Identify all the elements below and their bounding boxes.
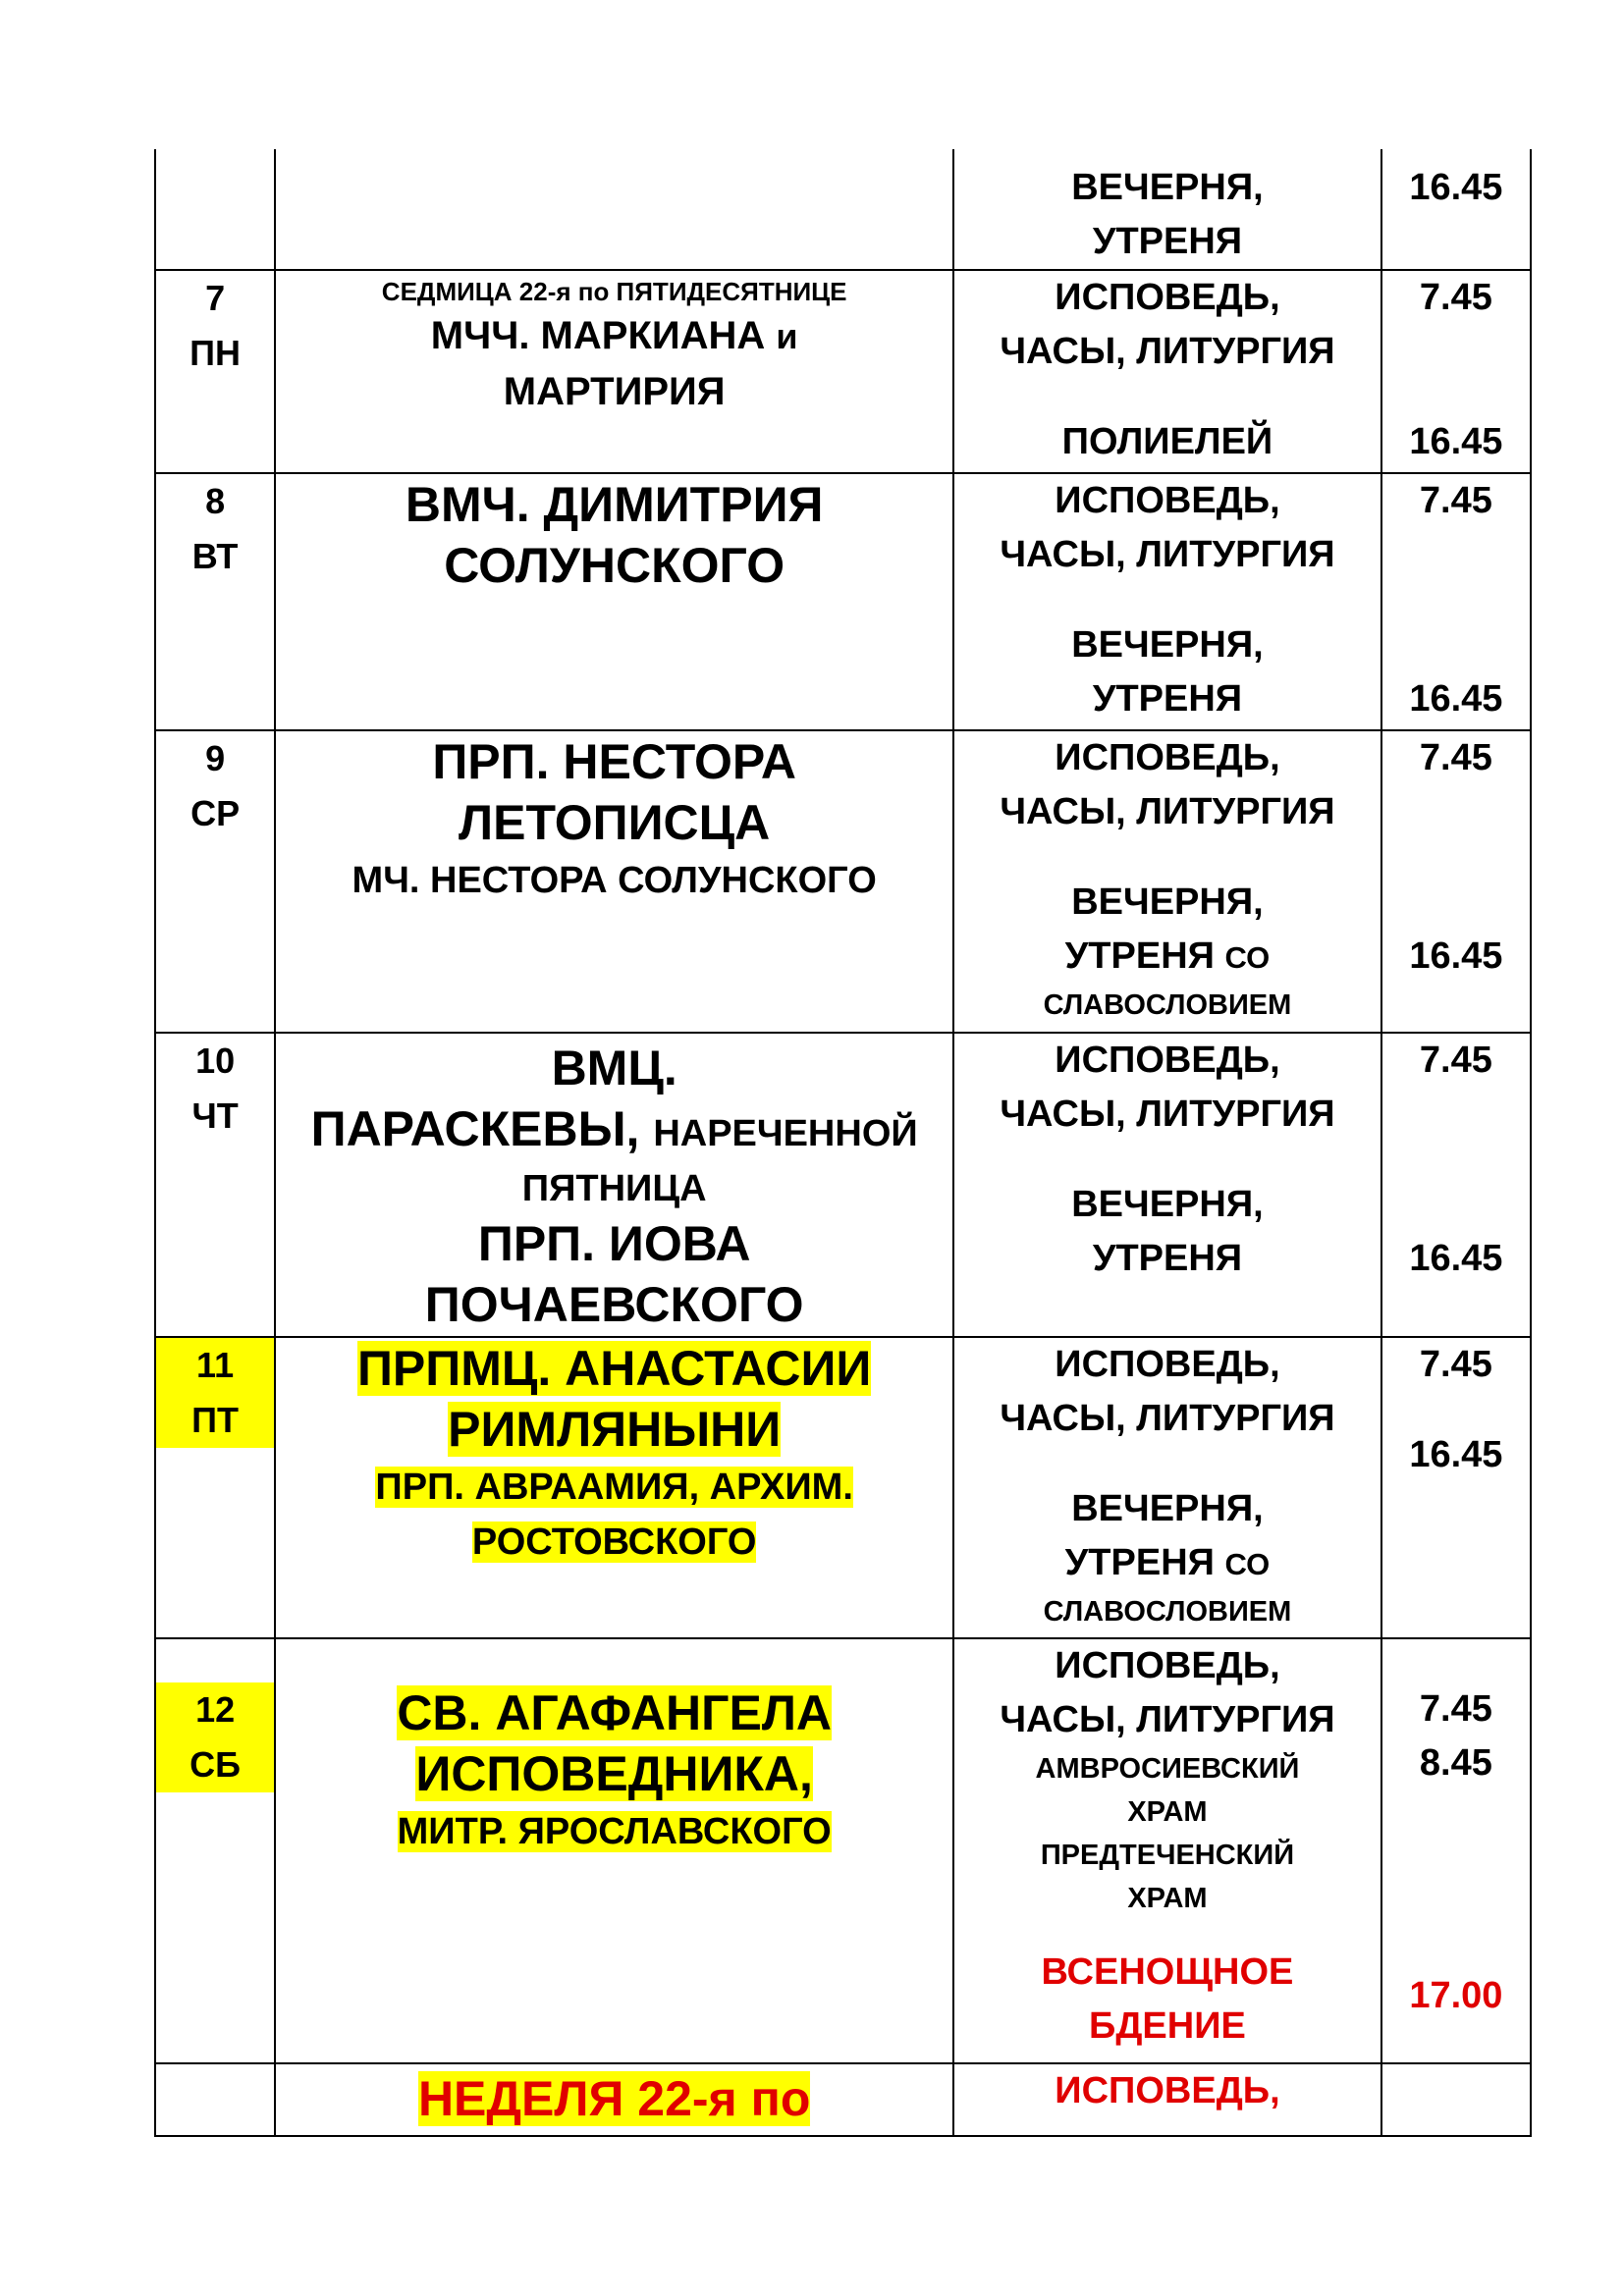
- date-number: 9: [205, 738, 226, 778]
- feast-cell: [275, 270, 953, 473]
- date-cell: [155, 270, 275, 473]
- service-item: ИСПОВЕДЬ,: [1055, 480, 1280, 521]
- times-cell: [1381, 473, 1531, 730]
- services-cell: [953, 473, 1381, 730]
- table-row: [155, 2063, 1531, 2136]
- times-cell: [1381, 1337, 1531, 1638]
- times-cell: [1381, 2063, 1531, 2136]
- service-item: УТРЕНЯ: [1092, 221, 1243, 262]
- feast-title: ПРП. ИОВА: [477, 1216, 751, 1271]
- time-item: 7.45: [1419, 1344, 1492, 1385]
- feast-subtitle: ПРП. АВРААМИЯ, АРХИМ.: [375, 1467, 853, 1508]
- service-item: ВЕЧЕРНЯ,: [1071, 624, 1264, 666]
- times-cell: [1381, 149, 1531, 270]
- services-cell: [953, 2063, 1381, 2136]
- service-item: ЧАСЫ, ЛИТУРГИЯ: [1000, 1699, 1335, 1740]
- services-cell: [953, 1033, 1381, 1337]
- feast-title: ЛЕТОПИСЦА: [459, 795, 771, 850]
- service-item: УТРЕНЯ СО: [1064, 1542, 1271, 1583]
- time-item: 8.45: [1419, 1742, 1492, 1784]
- feast-subtitle: МИТР. ЯРОСЛАВСКОГО: [397, 1811, 832, 1852]
- church-name: АМВРОСИЕВСКИЙ: [1035, 1753, 1300, 1785]
- feast-title: НЕДЕЛЯ 22-я по: [417, 2071, 811, 2126]
- service-item: ИСПОВЕДЬ,: [1055, 1344, 1280, 1385]
- weekday-label: СБ: [156, 1737, 274, 1792]
- service-item: ИСПОВЕДЬ,: [1055, 2070, 1280, 2111]
- service-item: ВСЕНОЩНОЕ: [1041, 1951, 1294, 1993]
- service-item: ЧАСЫ, ЛИТУРГИЯ: [1000, 1398, 1335, 1439]
- date-number: 12: [156, 1682, 274, 1737]
- service-item: УТРЕНЯ СО: [1064, 935, 1271, 977]
- date-number: 10: [195, 1041, 236, 1081]
- weekday-label: ПТ: [156, 1393, 274, 1448]
- table-row: [155, 270, 1531, 473]
- time-item: 7.45: [1419, 1040, 1492, 1081]
- time-item: 16.45: [1409, 421, 1503, 462]
- service-item: ПОЛИЕЛЕЙ: [1061, 421, 1273, 462]
- date-number: 11: [156, 1338, 274, 1393]
- table-row: [155, 473, 1531, 730]
- weekday-label: ЧТ: [191, 1095, 239, 1136]
- time-item: 17.00: [1409, 1975, 1503, 2016]
- table-row: [155, 1638, 1531, 2063]
- time-item: 16.45: [1409, 1434, 1503, 1475]
- feast-cell: [275, 2063, 953, 2136]
- service-item: ВЕЧЕРНЯ,: [1071, 1488, 1264, 1529]
- date-cell: [155, 149, 275, 270]
- services-cell: [953, 730, 1381, 1033]
- time-item: 16.45: [1409, 678, 1503, 720]
- date-cell: [155, 1638, 275, 2063]
- feast-title: СОЛУНСКОГО: [444, 538, 785, 593]
- service-item: ИСПОВЕДЬ,: [1055, 277, 1280, 318]
- service-item: ВЕЧЕРНЯ,: [1071, 167, 1264, 208]
- service-item: ЧАСЫ, ЛИТУРГИЯ: [1000, 331, 1335, 372]
- feast-title: ВМЦ.: [551, 1041, 677, 1095]
- feast-subtitle: РОСТОВСКОГО: [471, 1522, 757, 1563]
- table-row: [155, 149, 1531, 270]
- weekday-label: СР: [190, 793, 241, 833]
- feast-note: СЕДМИЦА 22-я по ПЯТИДЕСЯТНИЦЕ: [381, 277, 847, 306]
- time-item: 7.45: [1419, 737, 1492, 778]
- times-cell: [1381, 1033, 1531, 1337]
- feast-cell: [275, 149, 953, 270]
- feast-title: РИМЛЯНЫНИ: [448, 1402, 782, 1457]
- time-item: 16.45: [1409, 1238, 1503, 1279]
- feast-title: МАРТИРИЯ: [503, 370, 726, 413]
- service-item: ИСПОВЕДЬ,: [1055, 1040, 1280, 1081]
- feast-title: ПРП. НЕСТОРА: [432, 734, 796, 789]
- time-item: 7.45: [1419, 277, 1492, 318]
- date-cell: [155, 2063, 275, 2136]
- time-item: 16.45: [1409, 935, 1503, 977]
- service-item: ЧАСЫ, ЛИТУРГИЯ: [1000, 534, 1335, 575]
- services-cell: [953, 270, 1381, 473]
- service-item: ЧАСЫ, ЛИТУРГИЯ: [1000, 1094, 1335, 1135]
- service-item: ИСПОВЕДЬ,: [1055, 1645, 1280, 1686]
- service-item: СЛАВОСЛОВИЕМ: [1043, 1596, 1292, 1628]
- times-cell: [1381, 270, 1531, 473]
- time-item: 7.45: [1419, 480, 1492, 521]
- schedule-table: [154, 149, 1532, 2137]
- feast-title: ПРПМЦ. АНАСТАСИИ: [356, 1341, 872, 1396]
- feast-title: ИСПОВЕДНИКА,: [415, 1746, 813, 1801]
- weekday-label: ВТ: [191, 536, 239, 576]
- date-number: 8: [205, 481, 226, 521]
- feast-title: ПЯТНИЦА: [521, 1168, 707, 1209]
- table-row: [155, 1337, 1531, 1638]
- time-item: 16.45: [1409, 167, 1503, 208]
- service-item: ВЕЧЕРНЯ,: [1071, 1184, 1264, 1225]
- weekday-label: ПН: [189, 333, 242, 373]
- services-cell: [953, 149, 1381, 270]
- table-row: [155, 1033, 1531, 1337]
- time-item: 7.45: [1419, 1688, 1492, 1730]
- service-item: ЧАСЫ, ЛИТУРГИЯ: [1000, 791, 1335, 832]
- feast-subtitle: МЧ. НЕСТОРА СОЛУНСКОГО: [352, 860, 877, 901]
- table-row: [155, 730, 1531, 1033]
- services-cell: [953, 1638, 1381, 2063]
- church-name: ХРАМ: [1127, 1883, 1208, 1914]
- services-cell: [953, 1337, 1381, 1638]
- feast-title: МЧЧ. МАРКИАНА и: [430, 314, 798, 357]
- feast-cell: [275, 1033, 953, 1337]
- date-cell: [155, 473, 275, 730]
- service-item: СЛАВОСЛОВИЕМ: [1043, 989, 1292, 1021]
- church-name: ХРАМ: [1127, 1796, 1208, 1828]
- feast-title: ПАРАСКЕВЫ, НАРЕЧЕННОЙ: [310, 1101, 918, 1156]
- service-item: БДЕНИЕ: [1089, 2005, 1246, 2047]
- times-cell: [1381, 730, 1531, 1033]
- service-item: ВЕЧЕРНЯ,: [1071, 881, 1264, 923]
- feast-title: ВМЧ. ДИМИТРИЯ: [405, 477, 824, 532]
- service-item: УТРЕНЯ: [1092, 678, 1243, 720]
- feast-cell: [275, 473, 953, 730]
- feast-title: ПОЧАЕВСКОГО: [424, 1277, 804, 1332]
- service-item: ИСПОВЕДЬ,: [1055, 737, 1280, 778]
- date-cell: [155, 730, 275, 1033]
- date-number: 7: [205, 278, 226, 318]
- church-name: ПРЕДТЕЧЕНСКИЙ: [1040, 1840, 1295, 1871]
- date-cell: [155, 1033, 275, 1337]
- date-cell: [155, 1337, 275, 1638]
- times-cell: [1381, 1638, 1531, 2063]
- feast-cell: [275, 1638, 953, 2063]
- feast-title: СВ. АГАФАНГЕЛА: [397, 1685, 833, 1740]
- feast-cell: [275, 730, 953, 1033]
- feast-cell: [275, 1337, 953, 1638]
- service-item: УТРЕНЯ: [1092, 1238, 1243, 1279]
